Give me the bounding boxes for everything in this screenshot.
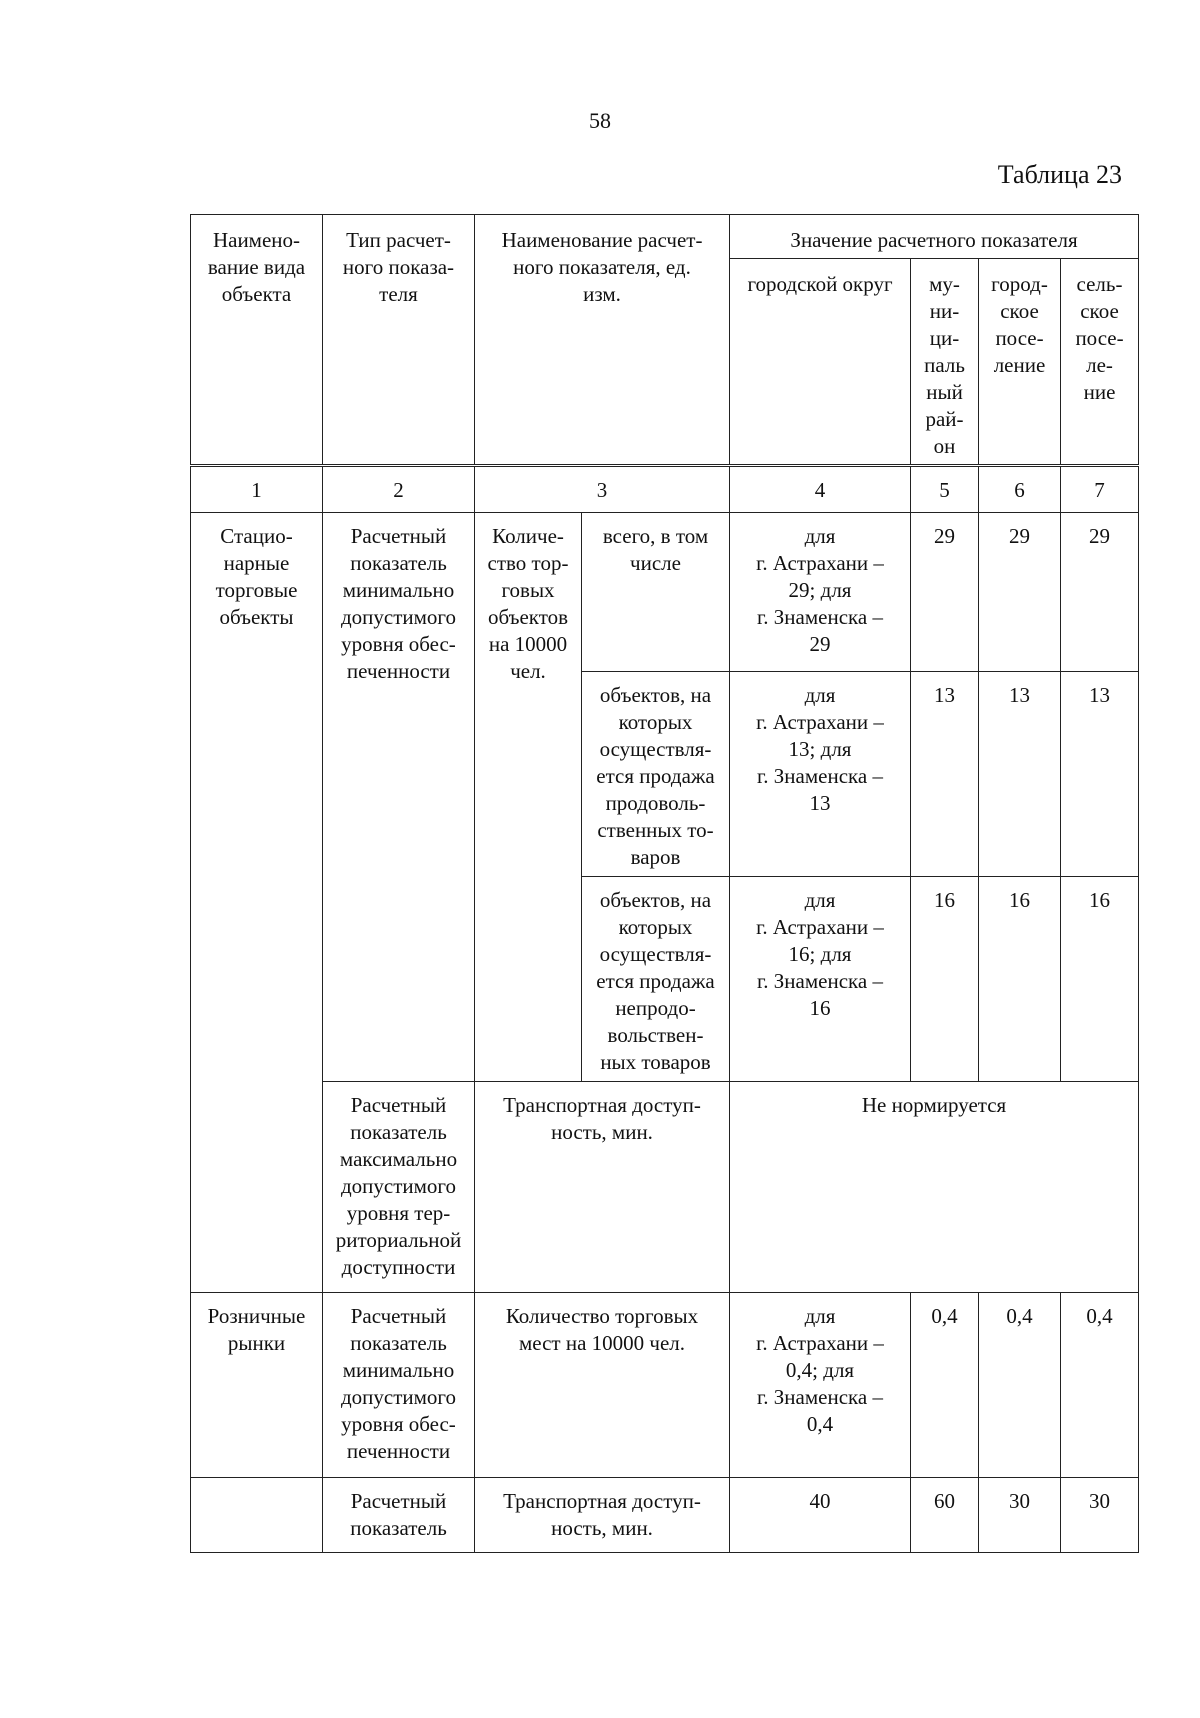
sub-indicator-cell: объектов, на которых осуществля- ется продажа непродо- вольствен- ных товаров [582, 877, 730, 1082]
column-number: 7 [1061, 466, 1139, 513]
header-row-1 [191, 215, 1139, 259]
indicator-type-cell: Расчетный показатель минимально допустимого уровня обес- печенности [323, 1293, 475, 1478]
city-district-value: для г. Астрахани – 29; для г. Знаменска – 29 [730, 513, 911, 672]
table-row [191, 1082, 1139, 1293]
norms-table [190, 214, 1139, 1553]
indicator-name-cell: Транспортная доступ- ность, мин. [475, 1082, 730, 1293]
column-number: 4 [730, 466, 911, 513]
header-indicator-type: Тип расчет- ного показа- теля [323, 215, 475, 466]
header-rural-settlement: сель- ское посе- ле- ние [1061, 259, 1139, 466]
urban-settlement-value: 16 [979, 877, 1061, 1082]
object-type-cell: Розничные рынки [191, 1293, 323, 1478]
city-district-value: 40 [730, 1478, 911, 1553]
rural-settlement-value: 30 [1061, 1478, 1139, 1553]
column-number: 3 [475, 466, 730, 513]
urban-settlement-value: 13 [979, 672, 1061, 877]
urban-settlement-value: 29 [979, 513, 1061, 672]
table-row [191, 1293, 1139, 1478]
object-type-cell: Стацио- нарные торговые объекты [191, 513, 323, 1293]
header-municipal-district: му- ни- ци- паль ный рай- он [911, 259, 979, 466]
header-city-district: городской округ [730, 259, 911, 466]
column-number: 6 [979, 466, 1061, 513]
table-row [191, 513, 1139, 672]
city-district-value: для г. Астрахани – 13; для г. Знаменска – 13 [730, 672, 911, 877]
column-number: 1 [191, 466, 323, 513]
municipal-district-value: 0,4 [911, 1293, 979, 1478]
urban-settlement-value: 0,4 [979, 1293, 1061, 1478]
municipal-district-value: 13 [911, 672, 979, 877]
indicator-name-cell: Количе- ство тор- говых объектов на 10000 чел. [475, 513, 582, 1082]
municipal-district-value: 29 [911, 513, 979, 672]
municipal-district-value: 60 [911, 1478, 979, 1553]
indicator-type-cell: Расчетный показатель максимально допустимого уровня тер- риториальной доступности [323, 1082, 475, 1293]
column-number: 5 [911, 466, 979, 513]
header-urban-settlement: город- ское посе- ление [979, 259, 1061, 466]
header-indicator-value: Значение расчетного показателя [730, 215, 1139, 259]
city-district-value: для г. Астрахани – 0,4; для г. Знаменска – 0,4 [730, 1293, 911, 1478]
municipal-district-value: 16 [911, 877, 979, 1082]
indicator-name-cell: Количество торговых мест на 10000 чел. [475, 1293, 730, 1478]
sub-indicator-cell: всего, в том числе [582, 513, 730, 672]
page-number: 58 [589, 108, 611, 133]
object-type-cell [191, 1478, 323, 1553]
rural-settlement-value: 29 [1061, 513, 1139, 672]
indicator-type-cell: Расчетный показатель минимально допустимого уровня обес- печенности [323, 513, 475, 1082]
table-caption: Таблица 23 [997, 160, 1122, 189]
rural-settlement-value: 16 [1061, 877, 1139, 1082]
header-object-type: Наимено- вание вида объекта [191, 215, 323, 466]
not-normed-value: Не нормируется [730, 1082, 1139, 1293]
city-district-value: для г. Астрахани – 16; для г. Знаменска – 16 [730, 877, 911, 1082]
indicator-type-cell: Расчетный показатель [323, 1478, 475, 1553]
rural-settlement-value: 13 [1061, 672, 1139, 877]
table-row [191, 1478, 1139, 1553]
indicator-name-cell: Транспортная доступ- ность, мин. [475, 1478, 730, 1553]
header-indicator-name: Наименование расчет- ного показателя, ед. изм. [475, 215, 730, 466]
urban-settlement-value: 30 [979, 1478, 1061, 1553]
column-numbers-row [191, 466, 1139, 513]
rural-settlement-value: 0,4 [1061, 1293, 1139, 1478]
column-number: 2 [323, 466, 475, 513]
sub-indicator-cell: объектов, на которых осуществля- ется продажа продоволь- ственных то- варов [582, 672, 730, 877]
